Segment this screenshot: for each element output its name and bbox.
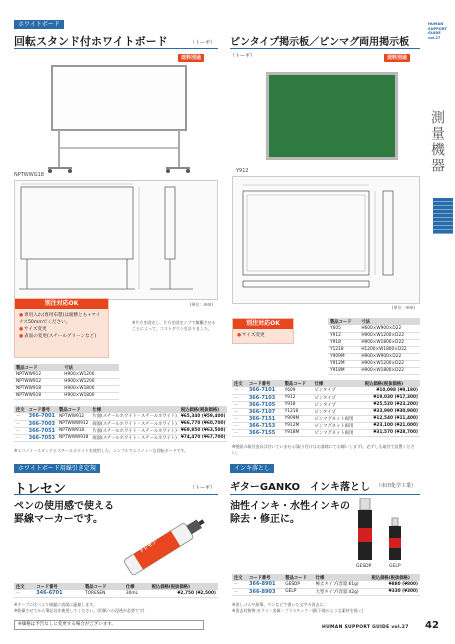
catch-line: ペンの使用感で使える: [14, 501, 114, 512]
section-rule: [14, 48, 218, 49]
code-cell: 366-7103: [247, 394, 283, 401]
category-tag: ホワイトボード用線引き定規: [14, 464, 100, 473]
table-header-row: [232, 380, 420, 387]
side-brand: [428, 22, 452, 40]
section-rule: [14, 494, 218, 495]
whiteboard-stand-photo: [44, 64, 194, 174]
size-table: [14, 364, 119, 400]
table-row: [14, 385, 119, 392]
order-cell[interactable]: －: [14, 590, 34, 597]
price-incl: ¥19,030: [373, 395, 393, 400]
column-header: 製品コード: [283, 380, 313, 387]
ink-remover-photo: [352, 498, 422, 562]
table-row[interactable]: [232, 408, 420, 415]
code-cell: 366-7107: [247, 408, 283, 415]
catch-copy: [14, 500, 114, 526]
cell: 両面(スチールホワイト・スチールホワイト): [92, 421, 177, 427]
cell: Y909M: [283, 415, 313, 422]
price-cell: ¥330 (¥300): [370, 588, 420, 595]
table-row[interactable]: [232, 401, 420, 408]
price-table: [14, 583, 218, 598]
section-rule: [230, 48, 420, 49]
price-incl: ¥330: [388, 589, 401, 594]
guide-name: HUMAN SUPPORT GUIDE vol.27: [322, 625, 409, 630]
price-change-notice: ※価格は予告なしに変更する場合がございます。: [14, 620, 204, 630]
order-cell[interactable]: －: [14, 413, 27, 420]
price-excl: ¥28,700: [396, 430, 417, 435]
price-table: [232, 380, 420, 437]
cell: 片面(スチールホワイト・スチールホワイト): [92, 414, 177, 420]
cell: Y1218: [283, 408, 313, 415]
column-header: 税込価格(税抜価格): [363, 380, 420, 387]
product-code-label: GELP: [389, 564, 401, 569]
cell: GESDP: [283, 581, 313, 588]
note-line: ※消去対象物:ガラス・金属・プラスチック・紙(下地のような素材を除く): [232, 607, 364, 613]
price-incl: ¥12,540: [373, 416, 393, 421]
cell: Y918: [283, 401, 313, 408]
table-row: [328, 325, 420, 332]
order-cell[interactable]: －: [14, 434, 27, 441]
order-cell[interactable]: －: [232, 422, 247, 429]
column-header: コード番号: [247, 380, 283, 387]
technical-drawing: [232, 176, 420, 304]
cell: 片面(スチールホワイト・スチールホワイト): [92, 428, 177, 434]
column-header: 税込価格(税抜価格): [370, 574, 420, 581]
price-cell: ¥12,540 (¥11,400): [363, 415, 420, 422]
price-cell: ¥2,750 (¥2,500): [150, 590, 218, 597]
maker-name: （トーギ）: [190, 40, 216, 46]
cell: H900×W1800: [62, 385, 119, 392]
cell: TORESEN: [83, 590, 124, 597]
cell: NPTWW912: [57, 413, 90, 420]
cell: H900×W1200×D22: [359, 360, 420, 367]
custom-order-item: ● サイズ変更: [237, 332, 289, 339]
order-cell[interactable]: －: [14, 427, 27, 434]
cell: H900×W1800: [62, 392, 119, 399]
code-cell: 366-7155: [247, 429, 283, 436]
price-cell: ¥69,850 (¥63,500): [180, 428, 226, 433]
cell: Y909M: [328, 353, 359, 360]
custom-order-box: [232, 318, 294, 344]
cell: 両面(スチールホワイト・スチールホワイト): [92, 435, 177, 441]
code-cell: 366-7151: [247, 415, 283, 422]
column-header: 注文: [232, 380, 247, 387]
price-incl: ¥66,770: [180, 421, 201, 426]
product-code-label: GESDP: [356, 564, 372, 569]
price-table: [14, 406, 227, 442]
cell: ピンタイプ: [313, 401, 363, 408]
note-line: ※テープに比べより綺麗に表現に適量します。: [14, 602, 97, 607]
model-label: Y912: [236, 168, 249, 174]
cell: ピンマグネット両用: [313, 429, 363, 436]
custom-order-item: ● 表面の変更(スチールグリーンなど): [19, 333, 104, 340]
table-row[interactable]: [14, 590, 218, 597]
price-incl: ¥880: [388, 581, 401, 587]
price-excl: ¥21,000: [396, 423, 417, 428]
column-header: 仕様: [314, 574, 370, 581]
order-cell[interactable]: －: [232, 408, 247, 415]
price-excl: ¥67,700: [203, 435, 224, 440]
category-tag: インキ落とし: [230, 464, 274, 473]
cell: Y1218: [328, 346, 359, 353]
drawing-lines: [15, 181, 219, 301]
code-cell: 366-7053: [28, 434, 56, 441]
price-table: [232, 574, 420, 596]
cell: H1200×W1800×D22: [359, 346, 420, 353]
shipping-badge: 送料別途: [178, 54, 204, 62]
pin-note: ※片方を固定し、片方を固定ノブで稼働させることによって、コストダウンを計りました。: [132, 320, 216, 331]
table-row: [328, 367, 420, 374]
cell: ピンタイプ: [313, 394, 363, 401]
cell: Y605: [328, 325, 359, 332]
table-row[interactable]: [232, 422, 420, 429]
table-row[interactable]: [232, 387, 420, 394]
column-header: 注文: [16, 407, 25, 413]
column-header: 税込価格(税抜価格): [150, 583, 218, 590]
price-excl: ¥300: [404, 589, 417, 594]
order-cell[interactable]: －: [232, 429, 247, 436]
order-cell[interactable]: －: [232, 415, 247, 422]
table-row: [14, 392, 119, 399]
cell: 大型タイプ(容量:42g): [314, 588, 370, 595]
column-header: 製品コード: [57, 406, 90, 413]
price-incl: ¥69,850: [180, 428, 201, 433]
brand-line: vol.27: [428, 35, 441, 40]
column-header: 注文: [14, 583, 34, 590]
side-category: 測量機器: [429, 110, 445, 174]
cell: Y912: [328, 332, 359, 339]
column-header: コード番号: [247, 574, 283, 581]
cell: H900×W1200×D22: [359, 332, 420, 339]
table-row: [14, 371, 119, 378]
price-cell: ¥25,520 (¥23,200): [363, 401, 420, 408]
table-row[interactable]: [232, 588, 420, 595]
table-header-row: [328, 318, 420, 325]
maker-name: （トーギ）: [230, 53, 256, 59]
column-header: 製品コード: [83, 583, 124, 590]
price-cell: ¥23,100 (¥21,000): [363, 422, 420, 429]
custom-order-item: ● 専用入れ(専用布製)は縦横とも+マイナス50mmでください。: [19, 312, 104, 326]
order-cell[interactable]: －: [232, 588, 247, 595]
price-incl: ¥23,100: [373, 423, 393, 428]
cell: Y918: [328, 339, 359, 346]
cell: H900×W1800×D22: [359, 367, 420, 374]
product-title: ピンタイプ掲示板／ピンマグ両用掲示板: [230, 37, 410, 48]
table-header-row: [14, 406, 227, 413]
price-cell: ¥74,470 (¥67,700): [180, 435, 226, 440]
cell: 30mL: [124, 590, 150, 597]
notes: [14, 602, 218, 613]
order-cell[interactable]: －: [232, 394, 247, 401]
code-cell: 366-7101: [247, 387, 283, 394]
maker-name: （市田化学工業）: [376, 483, 417, 489]
code-cell: 346-6701: [34, 590, 83, 597]
cell: NPTWW912: [14, 371, 62, 378]
brand-line: GUIDE: [428, 31, 441, 35]
order-cell[interactable]: －: [232, 387, 247, 394]
order-cell[interactable]: －: [232, 581, 247, 588]
table-row[interactable]: [232, 581, 420, 588]
table-header-row: [232, 574, 420, 581]
price-excl: ¥2,500: [197, 590, 215, 596]
table-row: [328, 332, 420, 339]
table-row: [328, 360, 420, 367]
price-excl: ¥59,400: [203, 413, 224, 419]
table-row: [328, 353, 420, 360]
catch-line: 除去・修正に。: [230, 514, 300, 525]
cell: NPTWW912: [14, 378, 62, 385]
drawing-lines: [233, 177, 421, 305]
code-cell: 366-8901: [247, 581, 283, 588]
side-tab-marker[interactable]: [433, 198, 453, 234]
product-label: トレセン: [138, 539, 159, 555]
price-excl: ¥17,300: [396, 395, 417, 400]
price-cell: ¥880 (¥800): [370, 581, 420, 588]
catch-copy: [230, 500, 350, 526]
cell: Y918M: [328, 367, 359, 374]
brand-line: HUMAN: [428, 22, 444, 26]
cell: NPTWW918: [14, 392, 62, 399]
table-row[interactable]: [14, 427, 227, 434]
column-header: 仕様: [124, 583, 150, 590]
table-row: [14, 378, 119, 385]
model-label: NPTWWG18: [14, 172, 44, 178]
cell: NPTWW918: [14, 385, 62, 392]
price-cell: ¥10,098 (¥9,180): [363, 387, 420, 394]
table-row: [328, 346, 420, 353]
code-cell: 366-7001: [28, 413, 56, 420]
column-header: 仕様: [313, 380, 363, 387]
page-number: 42: [425, 620, 439, 631]
table-header-row: [14, 364, 119, 371]
catch-line: 油性インキ・水性インキの: [230, 501, 350, 512]
order-cell[interactable]: －: [232, 401, 247, 408]
price-excl: ¥11,400: [396, 416, 417, 421]
bulletin-board-photo: [266, 72, 398, 160]
custom-order-header: 別注対応OK: [233, 319, 293, 329]
price-incl: ¥65,340: [180, 413, 201, 419]
price-incl: ¥74,470: [180, 435, 201, 440]
custom-order-item: ● サイズ変更: [19, 326, 104, 333]
cell: 極太タイプ(容量:61g): [314, 581, 370, 588]
footnote: ※壁面の取付金具は付いていません(取り付けはお客様にてお願いします)。必ずしも取付て設置ください。: [232, 444, 415, 455]
custom-order-header: 別注対応OK: [15, 299, 108, 309]
column-header: 寸法: [62, 364, 119, 371]
table-row: [328, 339, 420, 346]
price-excl: ¥800: [404, 581, 417, 587]
scale-note: (単位：mm): [190, 302, 213, 307]
shipping-badge: 送料別途: [384, 54, 410, 62]
cell: ピンタイプ: [313, 387, 363, 394]
cell: GELP: [283, 588, 313, 595]
maker-name: （トーギ）: [190, 485, 216, 491]
product-title: ギターGANKO インキ落とし: [230, 482, 371, 493]
price-cell: ¥33,990 (¥30,900): [363, 408, 420, 415]
table-row[interactable]: [14, 420, 227, 427]
column-header: コード番号: [27, 406, 57, 413]
code-cell: 366-7153: [247, 422, 283, 429]
code-cell: 366-7105: [247, 401, 283, 408]
price-cell: ¥66,770 (¥60,700): [180, 421, 226, 426]
custom-order-box: [14, 298, 109, 358]
cell: NPTWW918: [57, 427, 90, 434]
column-header: 税込価格(税抜価格): [179, 406, 228, 413]
cell: H900×W900×D22: [359, 353, 420, 360]
cell: Y912: [283, 394, 313, 401]
cell: H900×W1200: [62, 371, 119, 378]
note-line: ※乾燥させてから筆記具を使用してください。(用紙への浸透が必要です): [14, 607, 145, 613]
section-rule: [230, 494, 420, 495]
catch-line: 罫線マーカーです。: [14, 514, 103, 525]
cell: Y918M: [283, 429, 313, 436]
product-title: トレセン: [14, 482, 67, 497]
technical-drawing: [14, 180, 218, 300]
brand-line: SUPPORT: [428, 26, 447, 31]
column-header: 注文: [232, 574, 247, 581]
price-excl: ¥63,500: [203, 428, 224, 433]
column-header: 寸法: [359, 318, 420, 325]
note-line: ※消しゴムや鉛筆、ペンなどで書いた文字の消去に。: [232, 602, 328, 607]
column-header: コード番号: [34, 583, 83, 590]
price-incl: ¥2,750: [177, 590, 194, 596]
price-cell: ¥65,340 (¥59,400): [180, 413, 226, 419]
price-incl: ¥25,520: [373, 402, 393, 407]
price-incl: ¥10,098: [376, 387, 396, 393]
cell: NPTWWW918: [59, 435, 89, 440]
price-excl: ¥30,900: [396, 409, 417, 414]
code-cell: 366-8903: [247, 588, 283, 595]
scale-note: (単位：mm): [392, 305, 415, 310]
code-cell: 366-7003: [28, 420, 56, 427]
column-header: 製品コード: [328, 318, 359, 325]
price-excl: ¥23,200: [396, 402, 417, 407]
table-row[interactable]: [232, 415, 420, 422]
table-row[interactable]: [14, 413, 227, 420]
cell: ピンマグネット両用: [313, 422, 363, 429]
notes: [232, 602, 420, 613]
price-incl: ¥31,570: [373, 430, 393, 435]
column-header: 仕様: [90, 406, 178, 413]
price-cell: ¥31,570 (¥28,700): [363, 429, 420, 436]
cell: ピンマグネット両用: [313, 415, 363, 422]
code-cell: 366-7051: [28, 427, 56, 434]
cell: Y609: [283, 387, 313, 394]
column-header: 製品コード: [14, 364, 62, 371]
marker-product-photo: [112, 512, 212, 582]
cell: ピンタイプ: [313, 408, 363, 415]
price-incl: ¥33,990: [373, 409, 393, 414]
product-title: 回転スタンド付ホワイトボード: [14, 35, 168, 48]
size-table: [328, 318, 420, 375]
cell: H900×W1200: [62, 378, 119, 385]
cell: NPTWWW912: [59, 421, 89, 426]
cell: H900×W1800×D22: [359, 339, 420, 346]
cell: H600×W900×D22: [359, 325, 420, 332]
order-cell[interactable]: －: [14, 420, 27, 427]
price-cell: ¥19,030 (¥17,300): [363, 394, 420, 401]
cell: Y912M: [328, 360, 359, 367]
footnote: ※エコノミースタンドとスチールホワイトを使用した、シンプルでエコノミーな回転ボードです。: [14, 448, 189, 453]
column-header: 製品コード: [283, 574, 313, 581]
table-row[interactable]: [232, 429, 420, 436]
table-row[interactable]: [14, 434, 227, 441]
cell: Y912M: [283, 422, 313, 429]
price-excl: ¥60,700: [203, 421, 224, 426]
category-tag: ホワイトボード: [14, 20, 64, 29]
price-excl: ¥9,180: [399, 387, 417, 393]
table-header-row: [14, 583, 218, 590]
table-row[interactable]: [232, 394, 420, 401]
